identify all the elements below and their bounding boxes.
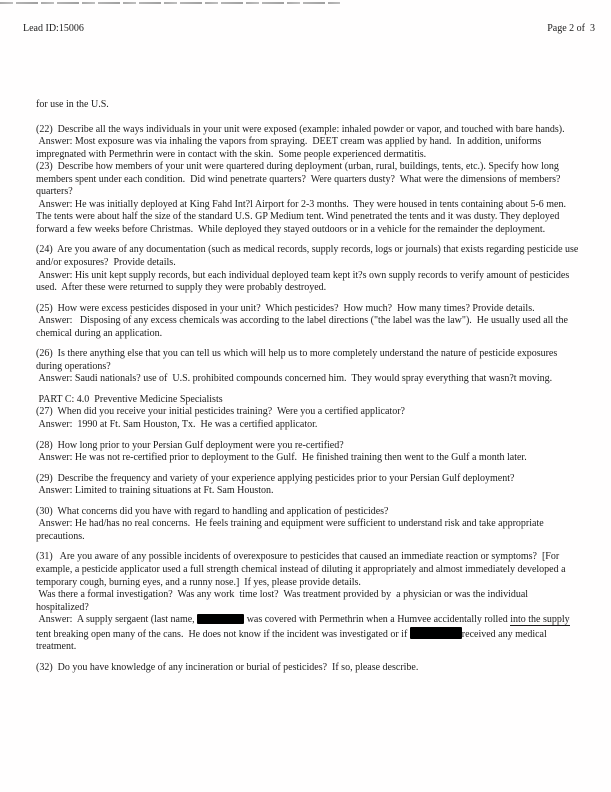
redaction-box	[197, 614, 244, 624]
answer-text	[36, 614, 579, 654]
redaction-box	[410, 627, 462, 639]
answer-text: Answer: He was not re-certified prior to deployment to the Gulf. He finished training then went to the Gulf a month later.	[36, 452, 527, 464]
qa-block	[36, 161, 579, 236]
section-heading: PART C: 4.0 Preventive Medicine Specialists	[36, 393, 223, 405]
question-text: (22) Describe all the ways individuals in your unit were exposed (example: inhaled powder or vapor, and touched with bare hands).	[36, 123, 565, 135]
answer-text: Answer: Most exposure was via inhaling the vapors from spraying. DEET cream was applied by hand. In addition, uniforms impregnated with Permethrin were in contact with the skin. Some people experienced dermatitis.	[36, 136, 544, 160]
paragraph-text: (32) Do you have knowledge of any incineration or burial of pesticides? If so, please describe.	[36, 661, 419, 673]
question-text: (25) How were excess pesticides disposed in your unit? Which pesticides? How much? How many times? Provide details.	[36, 302, 535, 314]
answer-text: Answer: He was initially deployed at King Fahd Int?l Airport for 2-3 months. They were housed in tents containing about 5-6 men. The tents were about half the size of the standard U.S. GP Medium tent. Wind penetrated the tents and it was dusty. They deployed forward a few weeks before Christmas. While deployed they stayed outdoors or in a vehicle for the remainder the deployment.	[36, 198, 571, 235]
answer-text-segment: received any medical treatment.	[36, 628, 550, 653]
qa-block	[36, 506, 579, 544]
answer-text-segment: Answer: A supply sergaent (last name,	[36, 614, 198, 626]
question-text: (28) How long prior to your Persian Gulf deployment were you re-certified?	[36, 439, 344, 451]
qa-block	[36, 303, 579, 341]
question-text: (24) Are you aware of any documentation (such as medical records, supply records, logs or journals) that exists regarding pesticide use and/or exposures? Provide details.	[36, 244, 581, 269]
answer-text: Answer: He had/has no real concerns. He feels training and equipment were sufficient to understand risk and take appropriate precautions.	[36, 518, 547, 542]
heading-block	[36, 394, 579, 407]
qa-block	[36, 440, 579, 465]
paragraph-text: for use in the U.S.	[36, 99, 109, 110]
plain-block	[36, 662, 579, 675]
page-number-label: Page 2 of 3	[547, 23, 595, 34]
lead-id-label: Lead ID:15006	[23, 23, 84, 34]
answer-text: Answer: Limited to training situations at Ft. Sam Houston.	[36, 485, 274, 497]
answer-text: Answer: His unit kept supply records, but each individual deployed team kept it?s own supply records to verify amount of pesticides used. After these were returned to supply they were probably destroyed.	[36, 269, 572, 294]
question-text: (30) What concerns did you have with regard to handling and application of pesticides?	[36, 505, 389, 517]
qa-block	[36, 473, 579, 498]
qa-block	[36, 551, 579, 653]
followup-question-text: Was there a formal investigation? Was any work time lost? Was treatment provided by a physician or was the individual hospitalized?	[36, 589, 531, 613]
question-text: (31) Are you aware of any possible incidents of overexposure to pesticides that caused an immediate reaction or symptoms? [For example, a pesticide applicator used a full strength chemical instead of diluting it appropriately and almost immediately developed a temporary cough, burning eyes, and a runny nose.] If yes, please provide details.	[36, 551, 569, 588]
answer-text-segment: tent breaking open many of the cans. He does not know if the incident was investigated or if	[36, 614, 573, 640]
qa-block	[36, 124, 579, 162]
qa-block	[36, 348, 579, 386]
answer-text-segment: was covered with Permethrin when a Humvee accidentally rolled	[244, 614, 511, 626]
answer-text: Answer: Saudi nationals? use of U.S. prohibited compounds concerned him. They would spray everything that wasn?t moving.	[36, 373, 553, 385]
scan-edge-artifact	[0, 2, 340, 4]
answer-text: Answer: 1990 at Ft. Sam Houston, Tx. He was a certified applicator.	[36, 419, 318, 431]
underlined-phrase: into the supply	[510, 614, 570, 626]
question-text: (29) Describe the frequency and variety of your experience applying pesticides prior to your Persian Gulf deployment?	[36, 472, 515, 484]
qa-block	[36, 244, 579, 294]
plain-block	[36, 99, 579, 112]
question-text: (26) Is there anything else that you can tell us which will help us to more completely understand the nature of pesticide exposures during operations?	[36, 348, 560, 372]
answer-text: Answer: Disposing of any excess chemicals was according to the label directions ("the label was the law"). He usually used all the chemical during an application.	[36, 315, 571, 339]
question-text: (23) Describe how members of your unit were quartered during deployment (urban, rural, buildings, tents, etc.). Specify how long members spent under each condition. Did wind penetrate quarters? Were quarters dusty? What were the dimensions of members? quarters?	[36, 161, 563, 198]
document-body	[36, 99, 579, 674]
qa-block	[36, 406, 579, 431]
question-text: (27) When did you receive your initial pesticides training? Were you a certified applicator?	[36, 406, 405, 418]
